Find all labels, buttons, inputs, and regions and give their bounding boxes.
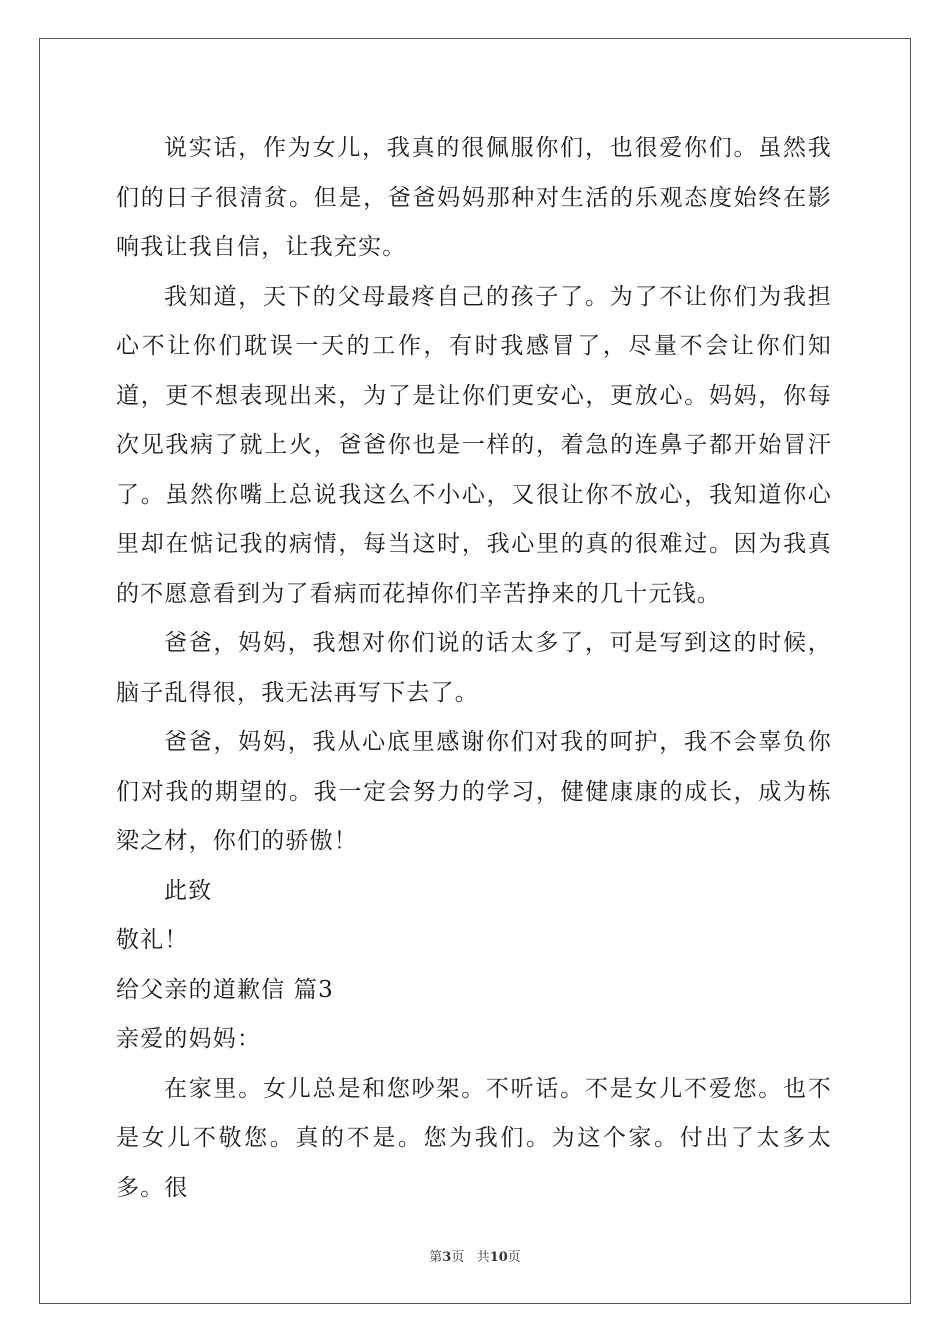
footer-page-suffix: 页	[451, 1250, 465, 1265]
footer-page-number: 3	[442, 1250, 452, 1265]
page-footer	[0, 1246, 950, 1265]
footer-total-prefix: 共	[476, 1250, 490, 1265]
paragraph-1: 说实话，作为女儿，我真的很佩服你们，也很爱你们。虽然我们的日子很清贫。但是，爸爸妈妈那种对生活的乐观态度始终在影响我让我自信，让我充实。	[116, 135, 832, 260]
section-heading: 给父亲的道歉信 篇3	[116, 976, 334, 1003]
paragraph-2: 我知道，天下的父母最疼自己的孩子了。为了不让你们为我担心不让你们耽误一天的工作，有时我感冒了，尽量不会让你们知道，更不想表现出来，为了是让你们更安心，更放心。妈妈，你每次见我病了就上火，爸爸你也是一样的，着急的连鼻子都开始冒汗了。虽然你嘴上总说我这么不小心，又很让你不放心，我知道你心里却在惦记我的病情，每当这时，我心里的真的很难过。因为我真的不愿意看到为了看病而花掉你们辛苦挣来的几十元钱。	[116, 283, 832, 607]
paragraph-4: 爸爸，妈妈，我从心底里感谢你们对我的呵护，我不会辜负你们对我的期望的。我一定会努力的学习，健健康康的成长，成为栋梁之材，你们的骄傲！	[116, 729, 832, 854]
footer-total-pages: 10	[489, 1250, 508, 1265]
footer-page-prefix: 第	[429, 1250, 443, 1265]
closing-salutation: 此致	[164, 877, 213, 904]
footer-total-suffix: 页	[507, 1250, 521, 1265]
paragraph-5: 在家里。女儿总是和您吵架。不听话。不是女儿不爱您。也不是女儿不敬您。真的不是。您为我们。为这个家。付出了太多太多。很	[116, 1075, 832, 1201]
paragraph-3: 爸爸，妈妈，我想对你们说的话太多了，可是写到这的时候，脑子乱得很，我无法再写下去了。	[116, 630, 832, 706]
closing-regards: 敬礼！	[116, 927, 189, 953]
document-body	[116, 124, 832, 1213]
letter-greeting: 亲爱的妈妈：	[116, 1026, 262, 1052]
